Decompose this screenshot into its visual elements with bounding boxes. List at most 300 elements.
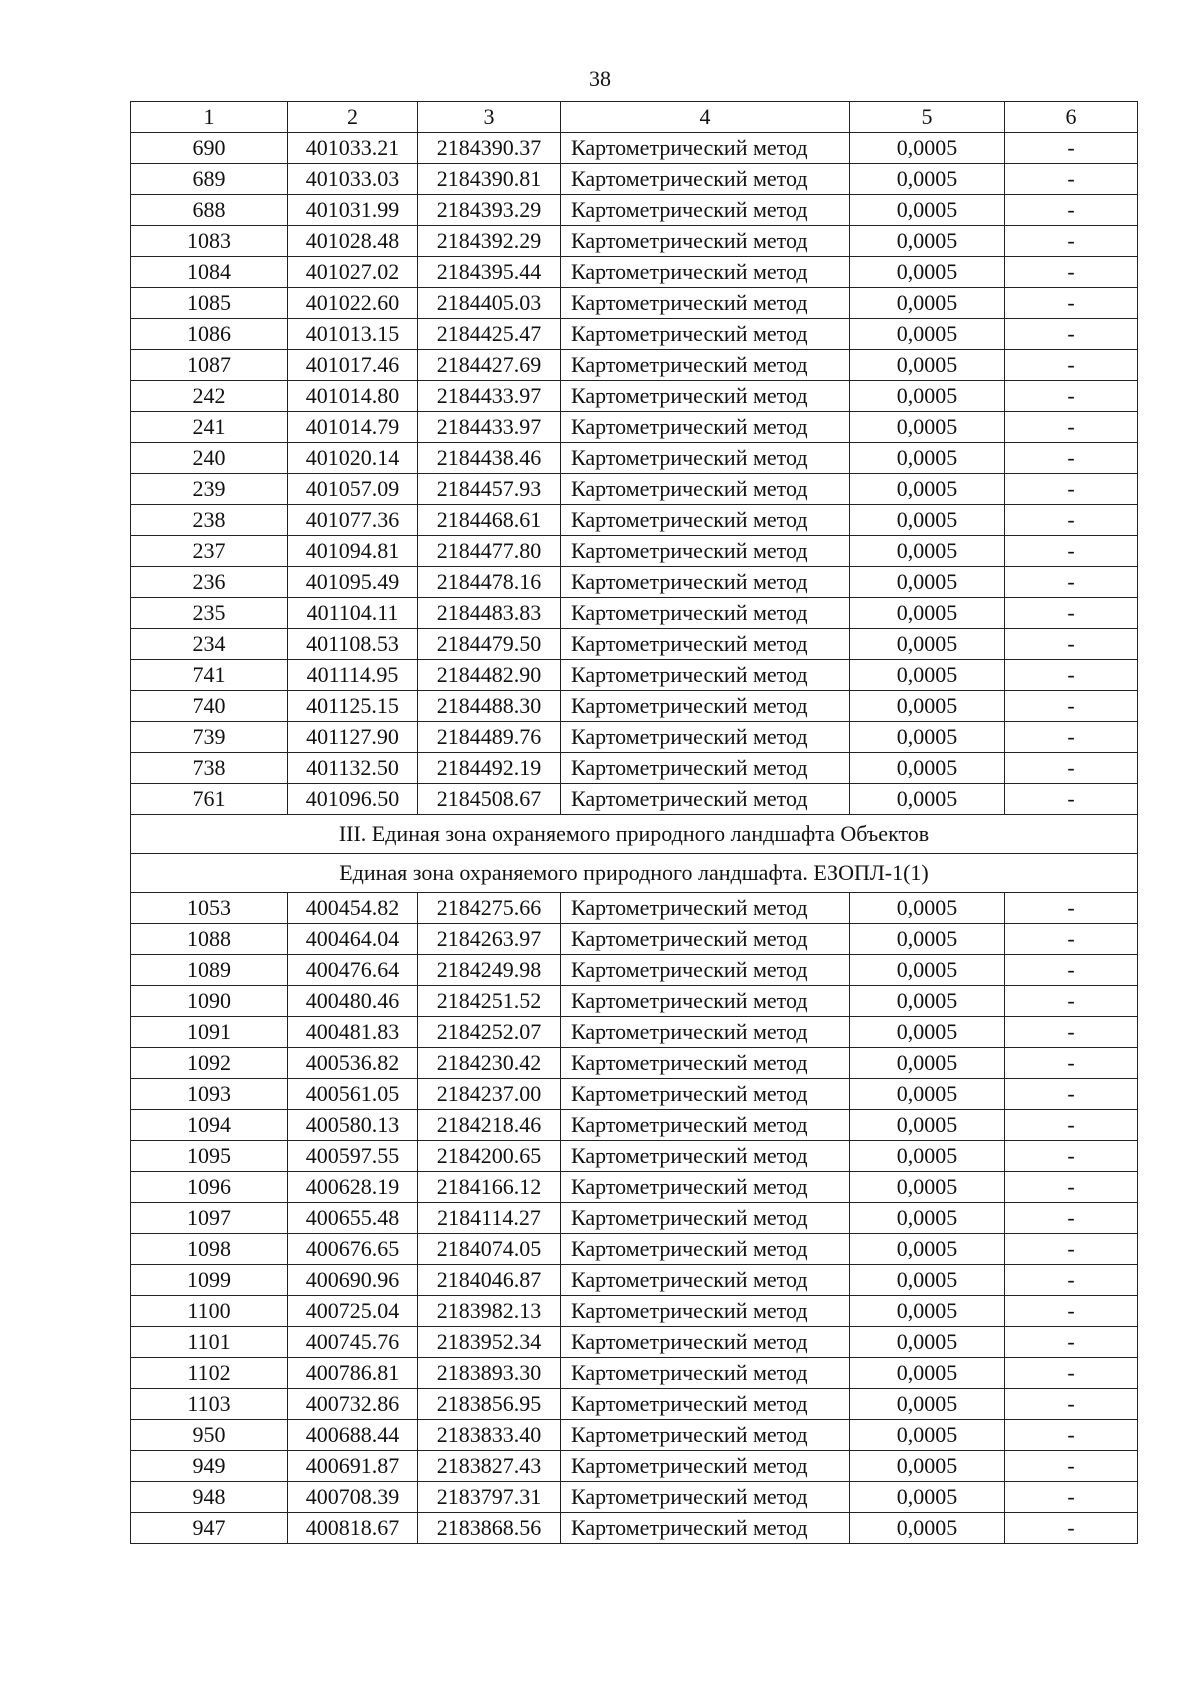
point-number-cell: 1053 [131,893,288,924]
x-coordinate-cell: 400628.19 [288,1172,418,1203]
accuracy-cell: 0,0005 [850,1234,1005,1265]
y-coordinate-cell: 2184482.90 [418,660,561,691]
x-coordinate-cell: 401114.95 [288,660,418,691]
point-number-cell: 1101 [131,1327,288,1358]
method-cell: Картометрический метод [561,164,850,195]
note-cell: - [1005,536,1138,567]
y-coordinate-cell: 2184438.46 [418,443,561,474]
y-coordinate-cell: 2184433.97 [418,412,561,443]
accuracy-cell: 0,0005 [850,133,1005,164]
accuracy-cell: 0,0005 [850,567,1005,598]
x-coordinate-cell: 400580.13 [288,1110,418,1141]
y-coordinate-cell: 2184218.46 [418,1110,561,1141]
point-number-cell: 1093 [131,1079,288,1110]
note-cell: - [1005,350,1138,381]
point-number-cell: 242 [131,381,288,412]
table-row [131,660,1138,691]
y-coordinate-cell: 2184479.50 [418,629,561,660]
table-row [131,443,1138,474]
y-coordinate-cell: 2183797.31 [418,1482,561,1513]
accuracy-cell: 0,0005 [850,1079,1005,1110]
table-row [131,474,1138,505]
column-header: 4 [561,102,850,133]
section-title: III. Единая зона охраняемого природного ландшафта Объектов [131,815,1138,854]
x-coordinate-cell: 401028.48 [288,226,418,257]
method-cell: Картометрический метод [561,1265,850,1296]
note-cell: - [1005,443,1138,474]
note-cell: - [1005,381,1138,412]
point-number-cell: 1087 [131,350,288,381]
method-cell: Картометрический метод [561,474,850,505]
point-number-cell: 234 [131,629,288,660]
note-cell: - [1005,1172,1138,1203]
point-number-cell: 689 [131,164,288,195]
x-coordinate-cell: 401132.50 [288,753,418,784]
x-coordinate-cell: 400464.04 [288,924,418,955]
y-coordinate-cell: 2184508.67 [418,784,561,815]
point-number-cell: 948 [131,1482,288,1513]
table-row [131,1141,1138,1172]
x-coordinate-cell: 400454.82 [288,893,418,924]
note-cell: - [1005,133,1138,164]
point-number-cell: 1085 [131,288,288,319]
note-cell: - [1005,924,1138,955]
x-coordinate-cell: 400732.86 [288,1389,418,1420]
point-number-cell: 238 [131,505,288,536]
point-number-cell: 688 [131,195,288,226]
x-coordinate-cell: 401027.02 [288,257,418,288]
note-cell: - [1005,1079,1138,1110]
x-coordinate-cell: 400691.87 [288,1451,418,1482]
note-cell: - [1005,629,1138,660]
x-coordinate-cell: 401096.50 [288,784,418,815]
page-number: 38 [589,66,611,91]
note-cell: - [1005,567,1138,598]
note-cell: - [1005,195,1138,226]
accuracy-cell: 0,0005 [850,1358,1005,1389]
accuracy-cell: 0,0005 [850,1482,1005,1513]
x-coordinate-cell: 400708.39 [288,1482,418,1513]
method-cell: Картометрический метод [561,536,850,567]
accuracy-cell: 0,0005 [850,1420,1005,1451]
table-row [131,1234,1138,1265]
note-cell: - [1005,288,1138,319]
y-coordinate-cell: 2184492.19 [418,753,561,784]
accuracy-cell: 0,0005 [850,195,1005,226]
table-row [131,226,1138,257]
table-row [131,412,1138,443]
point-number-cell: 1089 [131,955,288,986]
subsection-title-row [131,854,1138,893]
method-cell: Картометрический метод [561,1296,850,1327]
x-coordinate-cell: 400725.04 [288,1296,418,1327]
y-coordinate-cell: 2184114.27 [418,1203,561,1234]
method-cell: Картометрический метод [561,924,850,955]
x-coordinate-cell: 401033.03 [288,164,418,195]
point-number-cell: 740 [131,691,288,722]
point-number-cell: 240 [131,443,288,474]
table-row [131,164,1138,195]
header-row [131,102,1138,133]
x-coordinate-cell: 400536.82 [288,1048,418,1079]
y-coordinate-cell: 2184433.97 [418,381,561,412]
y-coordinate-cell: 2184390.37 [418,133,561,164]
method-cell: Картометрический метод [561,381,850,412]
accuracy-cell: 0,0005 [850,893,1005,924]
accuracy-cell: 0,0005 [850,536,1005,567]
note-cell: - [1005,1048,1138,1079]
table-row [131,536,1138,567]
note-cell: - [1005,412,1138,443]
point-number-cell: 1084 [131,257,288,288]
accuracy-cell: 0,0005 [850,288,1005,319]
accuracy-cell: 0,0005 [850,1327,1005,1358]
x-coordinate-cell: 401125.15 [288,691,418,722]
x-coordinate-cell: 401031.99 [288,195,418,226]
method-cell: Картометрический метод [561,567,850,598]
note-cell: - [1005,226,1138,257]
table-row [131,350,1138,381]
accuracy-cell: 0,0005 [850,1203,1005,1234]
y-coordinate-cell: 2183833.40 [418,1420,561,1451]
note-cell: - [1005,164,1138,195]
accuracy-cell: 0,0005 [850,381,1005,412]
point-number-cell: 1091 [131,1017,288,1048]
section-title-row [131,815,1138,854]
accuracy-cell: 0,0005 [850,1296,1005,1327]
method-cell: Картометрический метод [561,505,850,536]
y-coordinate-cell: 2184483.83 [418,598,561,629]
y-coordinate-cell: 2184046.87 [418,1265,561,1296]
method-cell: Картометрический метод [561,1203,850,1234]
method-cell: Картометрический метод [561,288,850,319]
method-cell: Картометрический метод [561,257,850,288]
note-cell: - [1005,1482,1138,1513]
note-cell: - [1005,893,1138,924]
method-cell: Картометрический метод [561,986,850,1017]
method-cell: Картометрический метод [561,1389,850,1420]
table-row [131,1451,1138,1482]
method-cell: Картометрический метод [561,1172,850,1203]
table-row [131,598,1138,629]
accuracy-cell: 0,0005 [850,319,1005,350]
x-coordinate-cell: 400818.67 [288,1513,418,1544]
accuracy-cell: 0,0005 [850,1141,1005,1172]
x-coordinate-cell: 401017.46 [288,350,418,381]
table-row [131,986,1138,1017]
table-row [131,1172,1138,1203]
table-row [131,784,1138,815]
y-coordinate-cell: 2184252.07 [418,1017,561,1048]
x-coordinate-cell: 400480.46 [288,986,418,1017]
table-row [131,1110,1138,1141]
point-number-cell: 738 [131,753,288,784]
y-coordinate-cell: 2184478.16 [418,567,561,598]
method-cell: Картометрический метод [561,195,850,226]
x-coordinate-cell: 400481.83 [288,1017,418,1048]
method-cell: Картометрический метод [561,1234,850,1265]
table-row [131,1048,1138,1079]
table-row [131,1327,1138,1358]
point-number-cell: 1083 [131,226,288,257]
point-number-cell: 236 [131,567,288,598]
method-cell: Картометрический метод [561,350,850,381]
table-row [131,505,1138,536]
x-coordinate-cell: 400786.81 [288,1358,418,1389]
accuracy-cell: 0,0005 [850,598,1005,629]
note-cell: - [1005,1234,1138,1265]
table-row [131,722,1138,753]
note-cell: - [1005,1141,1138,1172]
y-coordinate-cell: 2184390.81 [418,164,561,195]
note-cell: - [1005,1358,1138,1389]
method-cell: Картометрический метод [561,226,850,257]
method-cell: Картометрический метод [561,319,850,350]
note-cell: - [1005,955,1138,986]
accuracy-cell: 0,0005 [850,691,1005,722]
point-number-cell: 1094 [131,1110,288,1141]
method-cell: Картометрический метод [561,722,850,753]
x-coordinate-cell: 400476.64 [288,955,418,986]
note-cell: - [1005,1296,1138,1327]
note-cell: - [1005,1389,1138,1420]
note-cell: - [1005,1420,1138,1451]
method-cell: Картометрический метод [561,1017,850,1048]
x-coordinate-cell: 401057.09 [288,474,418,505]
accuracy-cell: 0,0005 [850,257,1005,288]
point-number-cell: 1090 [131,986,288,1017]
x-coordinate-cell: 401020.14 [288,443,418,474]
point-number-cell: 1097 [131,1203,288,1234]
x-coordinate-cell: 401104.11 [288,598,418,629]
accuracy-cell: 0,0005 [850,1017,1005,1048]
table-row [131,893,1138,924]
point-number-cell: 1086 [131,319,288,350]
table-row [131,1265,1138,1296]
x-coordinate-cell: 401077.36 [288,505,418,536]
y-coordinate-cell: 2183982.13 [418,1296,561,1327]
method-cell: Картометрический метод [561,784,850,815]
y-coordinate-cell: 2184392.29 [418,226,561,257]
table-row [131,1358,1138,1389]
accuracy-cell: 0,0005 [850,1048,1005,1079]
point-number-cell: 947 [131,1513,288,1544]
method-cell: Картометрический метод [561,443,850,474]
y-coordinate-cell: 2184166.12 [418,1172,561,1203]
method-cell: Картометрический метод [561,1513,850,1544]
point-number-cell: 950 [131,1420,288,1451]
note-cell: - [1005,660,1138,691]
x-coordinate-cell: 400690.96 [288,1265,418,1296]
accuracy-cell: 0,0005 [850,412,1005,443]
point-number-cell: 741 [131,660,288,691]
accuracy-cell: 0,0005 [850,443,1005,474]
table-row [131,1389,1138,1420]
column-header: 2 [288,102,418,133]
y-coordinate-cell: 2184457.93 [418,474,561,505]
method-cell: Картометрический метод [561,598,850,629]
x-coordinate-cell: 401022.60 [288,288,418,319]
column-header: 3 [418,102,561,133]
note-cell: - [1005,598,1138,629]
accuracy-cell: 0,0005 [850,164,1005,195]
column-header: 1 [131,102,288,133]
point-number-cell: 239 [131,474,288,505]
method-cell: Картометрический метод [561,1079,850,1110]
accuracy-cell: 0,0005 [850,1172,1005,1203]
method-cell: Картометрический метод [561,629,850,660]
x-coordinate-cell: 401095.49 [288,567,418,598]
x-coordinate-cell: 401014.80 [288,381,418,412]
table-row [131,1513,1138,1544]
method-cell: Картометрический метод [561,1420,850,1451]
method-cell: Картометрический метод [561,1141,850,1172]
table-row [131,1079,1138,1110]
x-coordinate-cell: 400688.44 [288,1420,418,1451]
y-coordinate-cell: 2183856.95 [418,1389,561,1420]
y-coordinate-cell: 2184263.97 [418,924,561,955]
table-row [131,1017,1138,1048]
y-coordinate-cell: 2184237.00 [418,1079,561,1110]
table-row [131,753,1138,784]
table-row [131,1482,1138,1513]
point-number-cell: 235 [131,598,288,629]
y-coordinate-cell: 2184477.80 [418,536,561,567]
x-coordinate-cell: 401014.79 [288,412,418,443]
accuracy-cell: 0,0005 [850,1110,1005,1141]
y-coordinate-cell: 2183827.43 [418,1451,561,1482]
note-cell: - [1005,753,1138,784]
x-coordinate-cell: 401127.90 [288,722,418,753]
point-number-cell: 1088 [131,924,288,955]
method-cell: Картометрический метод [561,1048,850,1079]
y-coordinate-cell: 2184251.52 [418,986,561,1017]
table-row [131,195,1138,226]
table-row [131,1296,1138,1327]
y-coordinate-cell: 2184230.42 [418,1048,561,1079]
coordinates-table [130,101,1138,1544]
note-cell: - [1005,1203,1138,1234]
note-cell: - [1005,257,1138,288]
method-cell: Картометрический метод [561,1327,850,1358]
table-row [131,567,1138,598]
column-header: 6 [1005,102,1138,133]
point-number-cell: 1095 [131,1141,288,1172]
method-cell: Картометрический метод [561,1482,850,1513]
method-cell: Картометрический метод [561,412,850,443]
note-cell: - [1005,505,1138,536]
y-coordinate-cell: 2183952.34 [418,1327,561,1358]
accuracy-cell: 0,0005 [850,784,1005,815]
accuracy-cell: 0,0005 [850,1513,1005,1544]
note-cell: - [1005,722,1138,753]
note-cell: - [1005,691,1138,722]
point-number-cell: 237 [131,536,288,567]
note-cell: - [1005,986,1138,1017]
point-number-cell: 761 [131,784,288,815]
note-cell: - [1005,1017,1138,1048]
x-coordinate-cell: 400597.55 [288,1141,418,1172]
note-cell: - [1005,1265,1138,1296]
y-coordinate-cell: 2184425.47 [418,319,561,350]
table-row [131,381,1138,412]
y-coordinate-cell: 2184200.65 [418,1141,561,1172]
note-cell: - [1005,1110,1138,1141]
table-row [131,319,1138,350]
table-row [131,629,1138,660]
note-cell: - [1005,1451,1138,1482]
method-cell: Картометрический метод [561,1110,850,1141]
y-coordinate-cell: 2184405.03 [418,288,561,319]
x-coordinate-cell: 401033.21 [288,133,418,164]
point-number-cell: 1100 [131,1296,288,1327]
method-cell: Картометрический метод [561,753,850,784]
table-row [131,257,1138,288]
x-coordinate-cell: 400655.48 [288,1203,418,1234]
point-number-cell: 690 [131,133,288,164]
point-number-cell: 1102 [131,1358,288,1389]
method-cell: Картометрический метод [561,691,850,722]
point-number-cell: 241 [131,412,288,443]
accuracy-cell: 0,0005 [850,924,1005,955]
y-coordinate-cell: 2183893.30 [418,1358,561,1389]
accuracy-cell: 0,0005 [850,722,1005,753]
method-cell: Картометрический метод [561,1358,850,1389]
accuracy-cell: 0,0005 [850,753,1005,784]
note-cell: - [1005,784,1138,815]
point-number-cell: 739 [131,722,288,753]
y-coordinate-cell: 2183868.56 [418,1513,561,1544]
y-coordinate-cell: 2184488.30 [418,691,561,722]
y-coordinate-cell: 2184395.44 [418,257,561,288]
x-coordinate-cell: 401013.15 [288,319,418,350]
x-coordinate-cell: 400676.65 [288,1234,418,1265]
y-coordinate-cell: 2184074.05 [418,1234,561,1265]
accuracy-cell: 0,0005 [850,629,1005,660]
method-cell: Картометрический метод [561,133,850,164]
y-coordinate-cell: 2184468.61 [418,505,561,536]
accuracy-cell: 0,0005 [850,226,1005,257]
method-cell: Картометрический метод [561,893,850,924]
point-number-cell: 1103 [131,1389,288,1420]
y-coordinate-cell: 2184489.76 [418,722,561,753]
y-coordinate-cell: 2184249.98 [418,955,561,986]
point-number-cell: 949 [131,1451,288,1482]
x-coordinate-cell: 401108.53 [288,629,418,660]
note-cell: - [1005,1513,1138,1544]
accuracy-cell: 0,0005 [850,955,1005,986]
note-cell: - [1005,474,1138,505]
method-cell: Картометрический метод [561,955,850,986]
point-number-cell: 1096 [131,1172,288,1203]
accuracy-cell: 0,0005 [850,1389,1005,1420]
point-number-cell: 1092 [131,1048,288,1079]
subsection-title: Единая зона охраняемого природного ландшафта. ЕЗОПЛ-1(1) [131,854,1138,893]
table-row [131,691,1138,722]
accuracy-cell: 0,0005 [850,505,1005,536]
x-coordinate-cell: 400561.05 [288,1079,418,1110]
table-row [131,955,1138,986]
accuracy-cell: 0,0005 [850,986,1005,1017]
table-row [131,288,1138,319]
note-cell: - [1005,1327,1138,1358]
point-number-cell: 1099 [131,1265,288,1296]
accuracy-cell: 0,0005 [850,350,1005,381]
method-cell: Картометрический метод [561,1451,850,1482]
method-cell: Картометрический метод [561,660,850,691]
y-coordinate-cell: 2184393.29 [418,195,561,226]
accuracy-cell: 0,0005 [850,1265,1005,1296]
